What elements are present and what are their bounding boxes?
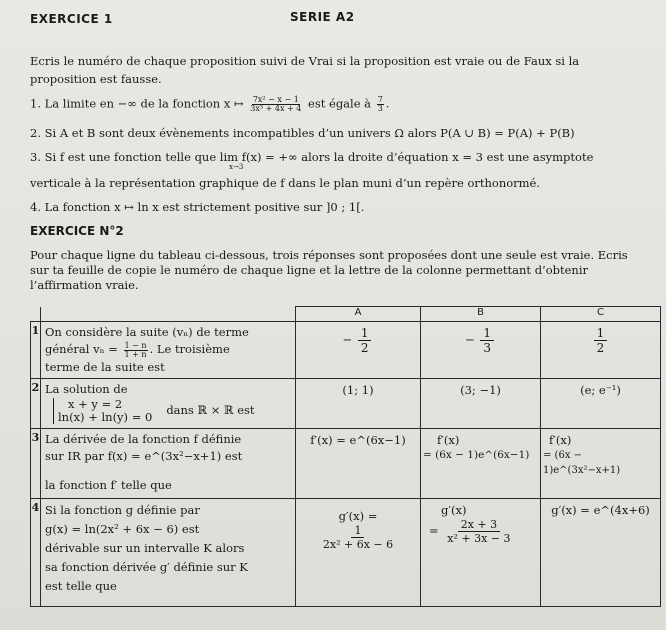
answer-a: − $\frac{1}{2}$ (296, 322, 421, 379)
row-number: 4 (31, 498, 41, 606)
answer-c: (e; e⁻¹) (541, 378, 661, 428)
ex1-item-4: 4. La fonction x ↦ ln x est strictement positive sur ]0 ; 1[. (30, 200, 365, 214)
column-header-c: C (541, 307, 661, 322)
row-number: 3 (31, 428, 41, 498)
row-number: 1 (31, 322, 41, 379)
ex2-intro-1: Pour chaque ligne du tableau ci-dessous, trois réponses sont proposées dont une seule est vraie. Ecris (30, 248, 628, 262)
table-row (31, 322, 661, 379)
limit-value-fraction: $\frac{7}{3}$ (377, 95, 383, 113)
qcm-table (30, 306, 661, 607)
answer-b: (3; −1) (421, 378, 541, 428)
ex1-item-3-cont: verticale à la représentation graphique de f dans le plan muni d’un repère orthonormé. (30, 176, 541, 190)
exercise1-title: EXERCICE 1 (30, 12, 113, 26)
answer-c: g′(x) = e^(4x+6) (541, 498, 661, 606)
ex1-item-2: 2. Si A et B sont deux évènements incompatibles d’un univers Ω alors P(A ∪ B) = P(A) + P(B) (30, 126, 575, 140)
answer-a: f′(x) = e^(6x−1) (296, 428, 421, 498)
row-number: 2 (31, 378, 41, 428)
answer-b: − $\frac{1}{3}$ (421, 322, 541, 379)
answer-a: g′(x) = $\frac{1}{\text{2x² + 6x − 6}}$ (296, 498, 421, 606)
answer-b: g′(x) = $\frac{2x + 3}{\text{x² + 3x − 3}}$ (421, 498, 541, 606)
question-cell: On considère la suite (vₙ) de terme général vₙ = $\frac{1 - n}{1 + n}$ . Le troisième terme de la suite est (41, 322, 296, 379)
limit-fraction: $\frac{\text{7x² − x − 1}}{\text{3x³ + 4x + 4}}$ (250, 95, 302, 113)
ex1-instruction: Ecris le numéro de chaque proposition suivi de Vrai si la proposition est vraie ou de Faux si la (30, 54, 580, 68)
column-header-a: A (296, 307, 421, 322)
table-row (31, 428, 661, 498)
table-header-row (31, 307, 661, 322)
question-cell: La dérivée de la fonction f définie sur IR par f(x) = e^(3x²−x+1) est la fonction f′ telle que (41, 428, 296, 498)
equation-system: x + y = 2 ln(x) + ln(y) = 0 (53, 398, 152, 424)
table-row (31, 378, 661, 428)
ex2-intro-2: sur ta feuille de copie le numéro de chaque ligne et la lettre de la colonne permettant d’obtenir (30, 263, 589, 277)
ex2-intro-3: l’affirmation vraie. (30, 278, 139, 292)
question-cell: Si la fonction g définie par g(x) = ln(2x² + 6x − 6) est dérivable sur un intervalle K alors sa fonction dérivée g′ définie sur K est telle que (41, 498, 296, 606)
limit-subscript: x→3 (229, 163, 244, 171)
answer-c: $\frac{1}{2}$ (541, 322, 661, 379)
ex1-item-3: 3. Si f est une fonction telle que lim f(x) = +∞ alors la droite d’équation x = 3 est une asymptote (30, 150, 594, 164)
series-title: SERIE A2 (290, 10, 355, 24)
exercise2-title: EXERCICE N°2 (30, 224, 124, 238)
question-cell: La solution de x + y = 2 ln(x) + ln(y) = 0 dans ℝ × ℝ est (41, 378, 296, 428)
answer-c: f′(x) = (6x − 1)e^(3x²−x+1) (541, 428, 661, 498)
answer-b: f′(x) = (6x − 1)e^(6x−1) (421, 428, 541, 498)
answer-a: (1; 1) (296, 378, 421, 428)
column-header-b: B (421, 307, 541, 322)
ex1-instruction-line2: proposition est fausse. (30, 72, 162, 86)
sequence-fraction: $\frac{1 - n}{1 + n}$ (124, 340, 147, 359)
ex1-item-1: 1. La limite en −∞ de la fonction x ↦ $\frac{\text{7x² − x − 1}}{\text{3x³ + 4x + 4}}$ est égale à $\frac{7}{3}$ . (30, 95, 390, 113)
table-row (31, 498, 661, 606)
